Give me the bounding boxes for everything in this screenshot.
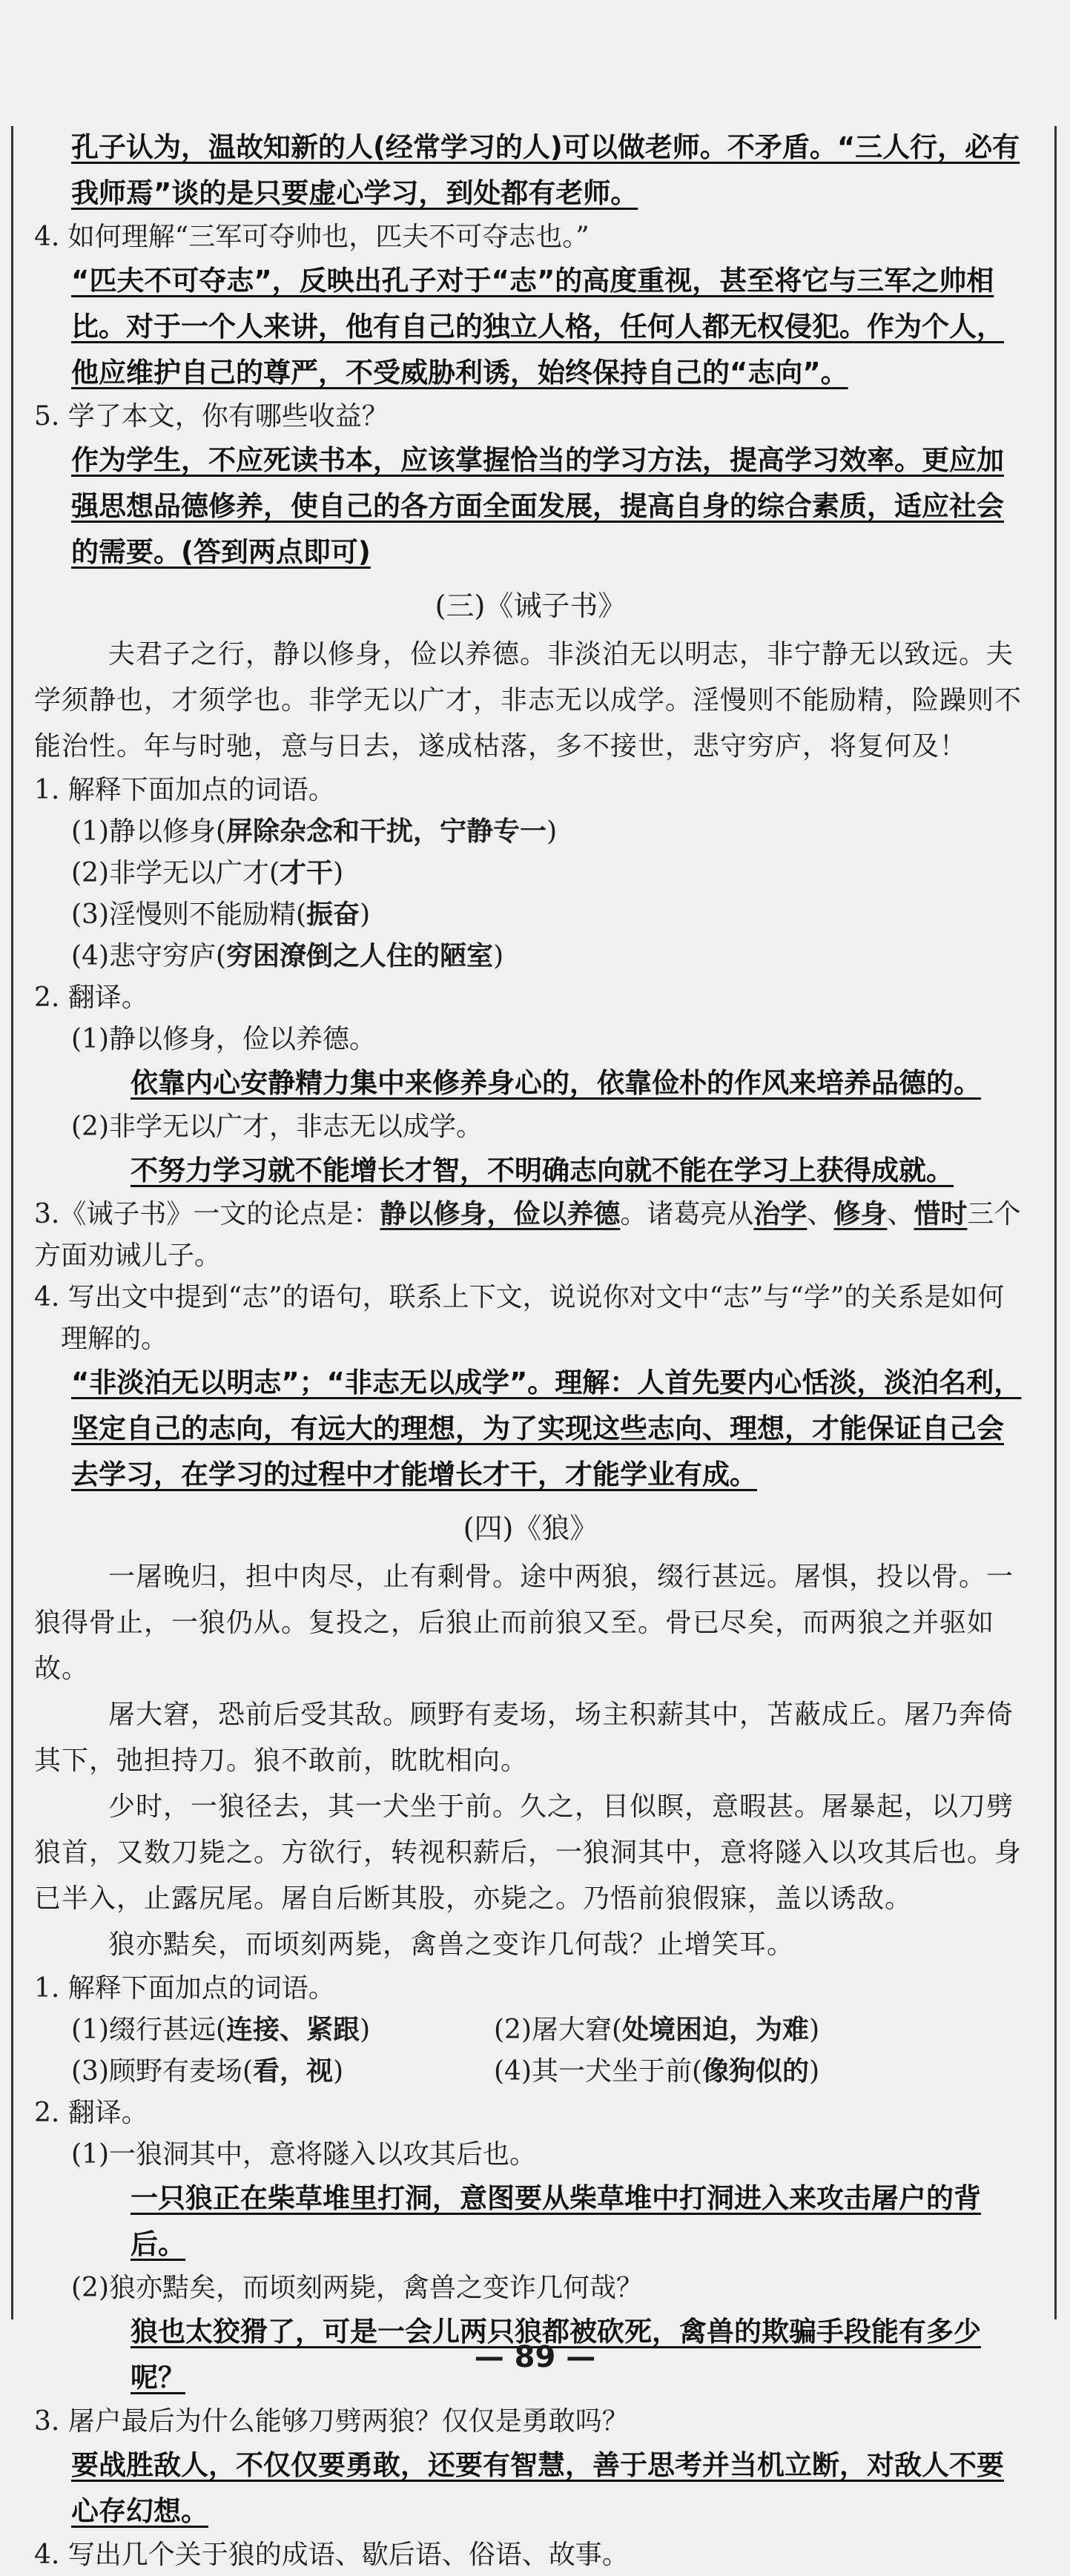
question-1-part3: 1. 解释下面加点的词语。 — [34, 775, 335, 805]
section-title-wolf: (四)《狼》 — [463, 1512, 598, 1545]
question-2-part4: 2. 翻译。 — [34, 2098, 148, 2128]
intro-answer: 孔子认为，温故知新的人(经常学习的人)可以做老师。不矛盾。“三人行，必有我师焉”谈的是只要虚心学习，到处都有老师。 — [71, 131, 1020, 209]
vocab-item: (4)悲守穷庐(穷困潦倒之人住的陋室) — [71, 941, 504, 971]
vocab-answer: 振奋 — [306, 899, 360, 930]
vocab-item: (2)屠大窘(处境困迫，为难) — [494, 2015, 820, 2045]
classical-text-wolf-p4: 狼亦黠矣，而顷刻两毙，禽兽之变诈几何哉？止增笑耳。 — [108, 1929, 795, 1960]
question-3-part3: 3.《诫子书》一文的论点是：静以修身，俭以养德。诸葛亮从治学、修身、惜时三个方面劝诫儿子。 — [34, 1199, 1021, 1271]
vocab-answer: 像狗似的 — [702, 2056, 810, 2087]
vocab-item: (1)缀行甚远(连接、紧跟) — [71, 2015, 371, 2045]
left-margin-rule — [11, 126, 13, 2319]
translate-prompt: (2)狼亦黠矣，而顷刻两毙，禽兽之变诈几何哉？ — [71, 2273, 643, 2303]
question-5-part2: 5. 学了本文，你有哪些收益？ — [34, 401, 389, 432]
answer-3-part4: 要战胜敌人，不仅仅要勇敢，还要有智慧，善于思考并当机立断，对敌人不要心存幻想。 — [71, 2449, 1004, 2527]
classical-text-wolf-p3: 少时，一狼径去，其一犬坐于前。久之，目似瞑，意暇甚。屠暴起，以刀劈狼首，又数刀毙之。方欲行，转视积薪后，一狼洞其中，意将隧入以攻其后也。身已半入，止露尻尾。屠自后断其股，亦毙之。乃悟前狼假寐，盖以诱敌。 — [34, 1791, 1023, 1914]
vocab-answer: 穷困潦倒之人住的陋室 — [226, 941, 494, 971]
classical-text-wolf-p2: 屠大窘，恐前后受其敌。顾野有麦场，场主积薪其中，苫蔽成丘。屠乃奔倚其下，弛担持刀。狼不敢前，眈眈相向。 — [34, 1700, 1014, 1776]
vocab-item: (3)淫慢则不能励精(振奋) — [71, 899, 371, 930]
vocab-item: (1)静以修身(屏除杂念和干扰，宁静专一) — [71, 816, 558, 847]
vocab-answer: 处境困迫，为难 — [622, 2015, 810, 2045]
vocab-row — [71, 2009, 1027, 2051]
translate-prompt: (2)非学无以广才，非志无以成学。 — [71, 1112, 483, 1142]
vocab-item: (4)其一犬坐于前(像狗似的) — [494, 2056, 820, 2087]
vocab-answer: 屏除杂念和干扰，宁静专一 — [226, 816, 547, 847]
answer-5-part2: 作为学生，不应死读书本，应该掌握恰当的学习方法，提高学习效率。更应加强思想品德修养，使自己的各方面全面发展，提高自身的综合素质，适应社会的需要。(答到两点即可) — [71, 444, 1004, 568]
answer-4-part2: “匹夫不可夺志”，反映出孔子对于“志”的高度重视，甚至将它与三军之帅相比。对于一个人来讲，他有自己的独立人格，任何人都无权侵犯。作为个人，他应维护自己的尊严，不受威胁利诱，始终保持自己的“志向”。 — [71, 265, 1004, 389]
question-2-part3: 2. 翻译。 — [34, 982, 148, 1013]
question-4-part2: 4. 如何理解“三军可夺帅也，匹夫不可夺志也。” — [34, 222, 590, 252]
translate-prompt: (1)一狼洞其中，意将隧入以攻其后也。 — [71, 2139, 536, 2170]
vocab-answer: 才干 — [280, 858, 334, 888]
translate-answer: 狼也太狡猾了，可是一会儿两只狼都被砍死，禽兽的欺骗手段能有多少呢？ — [131, 2316, 981, 2394]
question-4-part4: 4. 写出几个关于狼的成语、歇后语、俗语、故事。 — [34, 2540, 629, 2570]
aspect-answer: 惜时 — [914, 1199, 968, 1229]
page-number: — 89 — — [474, 2340, 596, 2374]
translate-answer: 不努力学习就不能增长才智，不明确志向就不能在学习上获得成就。 — [131, 1155, 954, 1186]
question-1-part4: 1. 解释下面加点的词语。 — [34, 1973, 335, 2004]
classical-text-jiezishu: 夫君子之行，静以修身，俭以养德。非淡泊无以明志，非宁静无以致远。夫学须静也，才须学也。非学无以广才，非志无以成学。淫慢则不能励精，险躁则不能治性。年与时驰，意与日去，遂成枯落，多不接世，悲守穷庐，将复何及！ — [34, 639, 1023, 762]
translate-answer: 一只狼正在柴草堆里打洞，意图要从柴草堆中打洞进入来攻击屠户的背后。 — [131, 2182, 981, 2260]
question-4-part3: 4. 写出文中提到“志”的语句，联系上下文，说说你对文中“志”与“学”的关系是如何理解的。 — [34, 1282, 1005, 1354]
vocab-answer: 连接、紧跟 — [226, 2015, 360, 2045]
translate-answer: 依靠内心安静精力集中来修养身心的，依靠俭朴的作风来培养品德的。 — [131, 1067, 981, 1099]
answer-4-part3: “非淡泊无以明志”；“非志无以成学”。理解：人首先要内心恬淡，淡泊名利，坚定自己的志向，有远大的理想，为了实现这些志向、理想，才能保证自己会去学习，在学习的过程中才能增长才干，才能学业有成。 — [71, 1367, 1022, 1490]
page-content — [34, 125, 1027, 2576]
vocab-item: (3)顾野有麦场(看，视) — [71, 2056, 344, 2087]
question-3-part4: 3. 屠户最后为什么能够刀劈两狼？仅仅是勇敢吗？ — [34, 2406, 629, 2437]
thesis-answer: 静以修身，俭以养德 — [380, 1199, 621, 1229]
classical-text-wolf-p1: 一屠晚归，担中肉尽，止有剩骨。途中两狼，缀行甚远。屠惧，投以骨。一狼得骨止，一狼仍从。复投之，后狼止而前狼又至。骨已尽矣，而两狼之并驱如故。 — [34, 1562, 1014, 1684]
vocab-item: (2)非学无以广才(才干) — [71, 858, 344, 888]
right-margin-rule — [1054, 126, 1057, 2319]
aspect-answer: 修身 — [833, 1199, 888, 1229]
translate-prompt: (1)静以修身，俭以养德。 — [71, 1024, 376, 1054]
vocab-row — [71, 2051, 1027, 2093]
section-title-jiezishu: (三)《诫子书》 — [435, 589, 627, 622]
aspect-answer: 治学 — [753, 1199, 808, 1229]
vocab-answer: 看，视 — [253, 2056, 334, 2087]
